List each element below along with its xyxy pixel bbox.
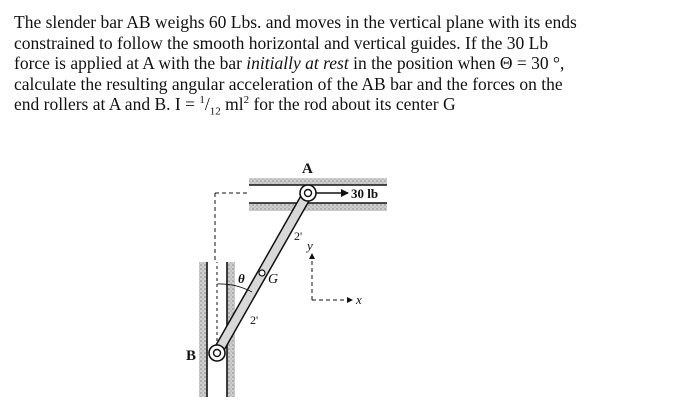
problem-line-5-text-b: for the rod about its center G bbox=[249, 94, 456, 115]
center-of-mass-marker bbox=[259, 270, 265, 276]
moment-expression: ml bbox=[220, 94, 244, 115]
label-a: A bbox=[302, 161, 313, 177]
roller-a bbox=[300, 185, 316, 201]
roller-b-inner bbox=[214, 350, 221, 357]
problem-line-1: The slender bar AB weighs 60 Lbs. and moves in the vertical plane with its ends bbox=[14, 12, 577, 32]
coordinate-axes bbox=[312, 254, 352, 300]
roller-b bbox=[209, 345, 225, 361]
label-g: G bbox=[268, 272, 279, 287]
problem-line-2: constrained to follow the smooth horizontal and vertical guides. If the 30 Lb bbox=[14, 32, 549, 53]
problem-line-3-text-c: = 30 °, bbox=[512, 53, 565, 74]
problem-line-3-text-a: force is applied at A with the bar bbox=[14, 53, 247, 74]
label-lower-length: 2' bbox=[250, 313, 259, 327]
fraction-slash: / bbox=[204, 94, 210, 115]
fraction-denominator: 12 bbox=[209, 105, 221, 118]
label-x-axis: x bbox=[356, 292, 362, 307]
center-of-mass-g bbox=[259, 270, 265, 276]
problem-line-3-text-b: in the position when bbox=[348, 53, 500, 74]
problem-line-4: calculate the resulting angular acceleration of the AB bar and the forces on the bbox=[14, 73, 563, 94]
label-upper-length: 2' bbox=[294, 229, 303, 243]
vertical-guide-left-hatch bbox=[199, 262, 207, 397]
theta-symbol: Θ bbox=[499, 53, 513, 74]
vertical-guide bbox=[199, 193, 235, 397]
label-b: B bbox=[186, 348, 197, 364]
horizontal-guide-lower-hatch bbox=[249, 203, 387, 211]
moment-exponent: 2 bbox=[243, 94, 250, 107]
horizontal-guide-upper-hatch bbox=[249, 178, 387, 185]
roller-a-inner bbox=[305, 190, 312, 197]
label-force: 30 lb bbox=[351, 186, 379, 201]
fraction-numerator: 1 bbox=[199, 94, 205, 107]
problem-line-5-text-a: end rollers at A and B. I = bbox=[14, 94, 200, 115]
problem-line-3-italic: initially at rest bbox=[246, 53, 349, 74]
label-theta: θ bbox=[238, 271, 245, 286]
label-y-axis: y bbox=[307, 238, 313, 253]
